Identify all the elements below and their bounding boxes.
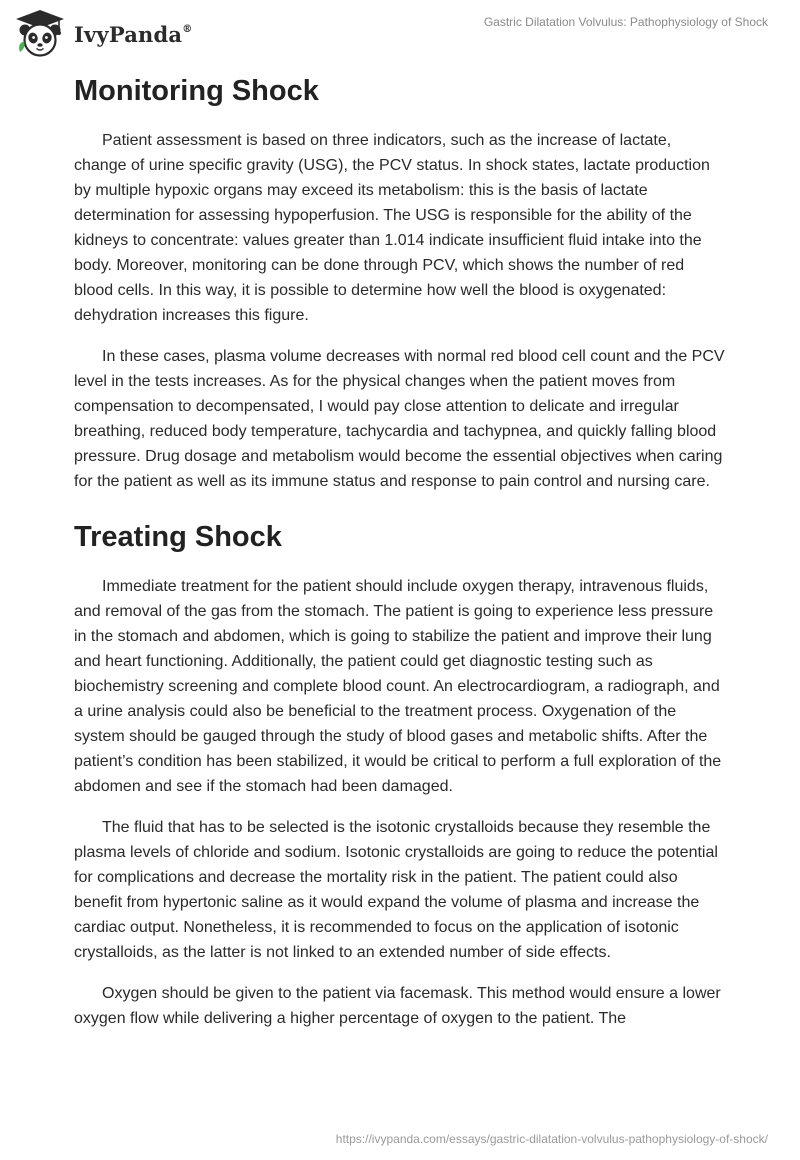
ivypanda-logo[interactable] bbox=[14, 8, 192, 58]
paragraph: Patient assessment is based on three indicators, such as the increase of lactate, change of urine specific gravity (USG), the PCV status. In shock states, lactate production by multiple hypoxic organs may exceed its metabolism: this is the basis of lactate determination for assessing hypoperfusion. The USG is responsible for the ability of the kidneys to concentrate: values greater than 1.014 indicate insufficient fluid intake into the body. Moreover, monitoring can be done through PCV, which shows the number of red blood cells. In this way, it is possible to determine how well the blood is oxygenated: dehydration increases this figure. bbox=[74, 132, 710, 324]
section-heading-treating-shock: Treating Shock bbox=[74, 521, 282, 553]
panda-graduate-icon bbox=[14, 8, 66, 58]
essay-content bbox=[74, 72, 726, 1047]
brand-name: IvyPanda® bbox=[74, 21, 193, 47]
paragraph: The fluid that has to be selected is the isotonic crystalloids because they resemble the plasma levels of chloride and sodium. Isotonic crystalloids are going to reduce the potential for complications and decrease the mortality risk in the patient. The patient could also benefit from hypertonic saline as it would expand the volume of plasma and increase the cardiac output. Nonetheless, it is recommended to focus on the application of isotonic crystalloids, as the latter is not linked to an extended number of side effects. bbox=[74, 819, 718, 961]
source-url-link[interactable]: https://ivypanda.com/essays/gastric-dilatation-volvulus-pathophysiology-of-shock/ bbox=[335, 1132, 768, 1146]
section-heading-monitoring-shock: Monitoring Shock bbox=[74, 75, 319, 107]
paragraph: Oxygen should be given to the patient via facemask. This method would ensure a lower oxygen flow while delivering a higher percentage of oxygen to the patient. The bbox=[74, 985, 721, 1027]
document-title: Gastric Dilatation Volvulus: Pathophysiology of Shock bbox=[483, 15, 768, 29]
paragraph: Immediate treatment for the patient should include oxygen therapy, intravenous fluids, and removal of the gas from the stomach. The patient is going to experience less pressure in the stomach and abdomen, which is going to stabilize the patient and improve their lung and heart functioning. Additionally, the patient could get diagnostic testing such as biochemistry screening and complete blood count. An electrocardiogram, a radiograph, and a urine analysis could also be beneficial to the treatment process. Oxygenation of the system should be gauged through the study of blood gases and metabolic shifts. After the patient’s condition has been stabilized, it would be critical to perform a full exploration of the abdomen and see if the stomach had been damaged. bbox=[74, 578, 722, 795]
page-header bbox=[0, 0, 800, 70]
paragraph: In these cases, plasma volume decreases with normal red blood cell count and the PCV level in the tests increases. As for the physical changes when the patient moves from compensation to decompensated, I would pay close attention to delicate and irregular breathing, reduced body temperature, tachycardia and tachypnea, and quickly falling blood pressure. Drug dosage and metabolism would become the essential objectives when caring for the patient as well as its immune status and response to pain control and nursing care. bbox=[74, 348, 725, 490]
